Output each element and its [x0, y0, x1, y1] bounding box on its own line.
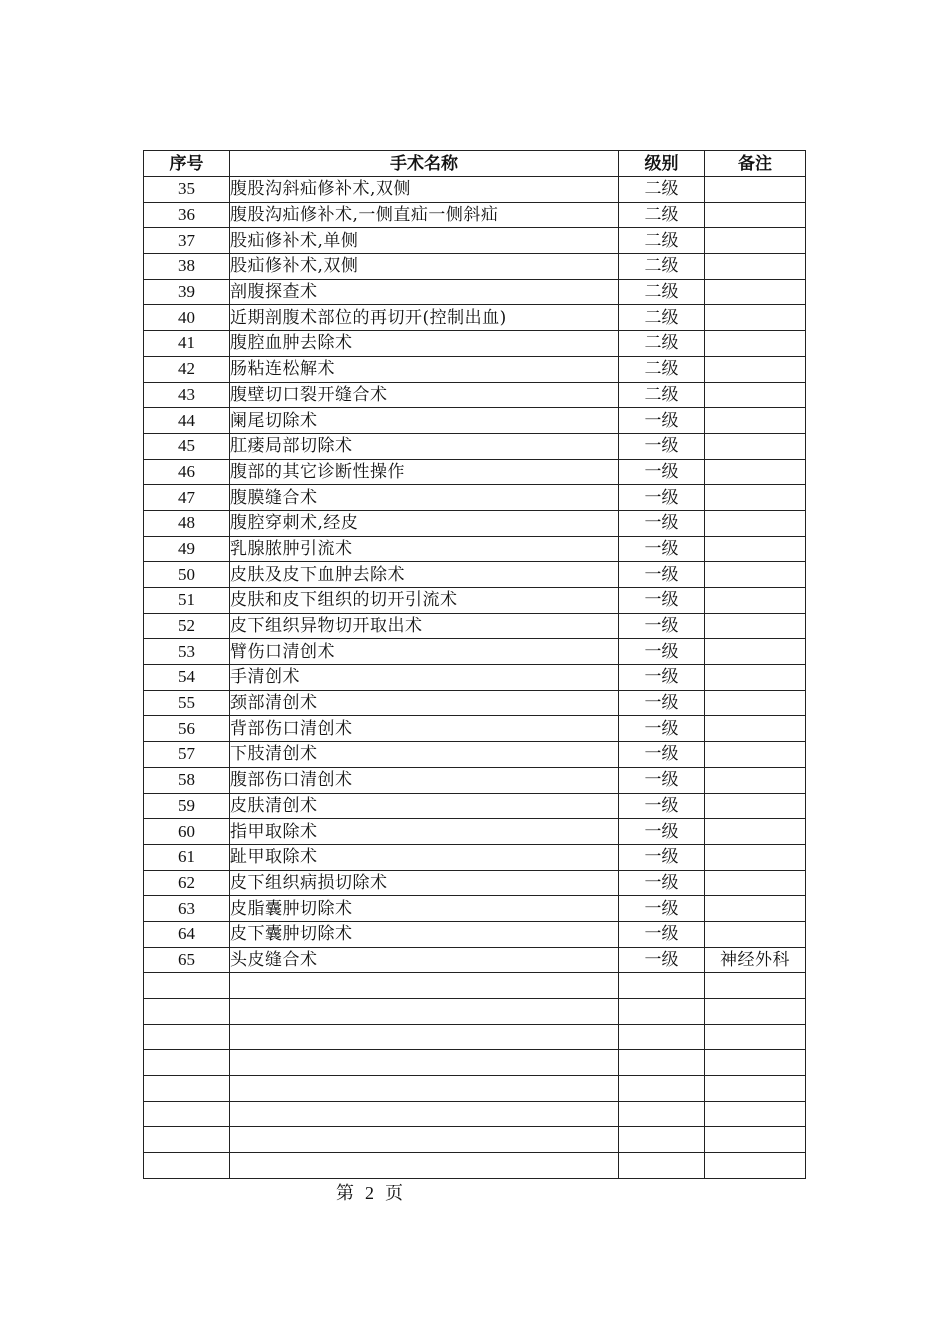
table-row [144, 870, 806, 896]
cell-surgery-name: 臂伤口清创术 [230, 639, 619, 665]
cell-level [619, 1153, 705, 1179]
cell-level: 一级 [619, 690, 705, 716]
cell-remarks [705, 1153, 806, 1179]
footer-page-number: 2 [365, 1183, 375, 1203]
cell-remarks [705, 973, 806, 999]
cell-remarks [705, 716, 806, 742]
table-row [144, 228, 806, 254]
cell-remarks [705, 279, 806, 305]
cell-serial-number: 63 [144, 896, 230, 922]
cell-serial-number: 38 [144, 254, 230, 280]
cell-serial-number: 61 [144, 844, 230, 870]
cell-remarks [705, 459, 806, 485]
cell-serial-number: 62 [144, 870, 230, 896]
cell-remarks [705, 536, 806, 562]
cell-serial-number [144, 973, 230, 999]
cell-serial-number: 59 [144, 793, 230, 819]
cell-level: 二级 [619, 356, 705, 382]
cell-remarks [705, 1024, 806, 1050]
table-row [144, 1101, 806, 1127]
cell-level: 二级 [619, 279, 705, 305]
table-row [144, 1153, 806, 1179]
cell-surgery-name: 近期剖腹术部位的再切开(控制出血) [230, 305, 619, 331]
cell-remarks: 神经外科 [705, 947, 806, 973]
table-row [144, 639, 806, 665]
cell-level [619, 973, 705, 999]
table-row [144, 793, 806, 819]
cell-level [619, 999, 705, 1025]
cell-remarks [705, 202, 806, 228]
cell-remarks [705, 510, 806, 536]
cell-surgery-name [230, 1076, 619, 1102]
table-row [144, 1076, 806, 1102]
header-surgery-name: 手术名称 [230, 151, 619, 177]
cell-level: 一级 [619, 613, 705, 639]
cell-remarks [705, 819, 806, 845]
cell-surgery-name: 腹部的其它诊断性操作 [230, 459, 619, 485]
footer-suffix: 页 [385, 1183, 404, 1203]
cell-level: 一级 [619, 536, 705, 562]
table-row [144, 177, 806, 203]
cell-serial-number: 46 [144, 459, 230, 485]
cell-serial-number: 37 [144, 228, 230, 254]
cell-remarks [705, 228, 806, 254]
table-row [144, 459, 806, 485]
cell-surgery-name: 皮脂囊肿切除术 [230, 896, 619, 922]
cell-serial-number: 48 [144, 510, 230, 536]
cell-remarks [705, 1127, 806, 1153]
cell-surgery-name: 头皮缝合术 [230, 947, 619, 973]
cell-serial-number: 52 [144, 613, 230, 639]
cell-level: 一级 [619, 408, 705, 434]
cell-serial-number: 57 [144, 742, 230, 768]
cell-surgery-name: 腹部伤口清创术 [230, 767, 619, 793]
cell-level [619, 1101, 705, 1127]
cell-remarks [705, 485, 806, 511]
surgery-table [143, 150, 806, 1179]
cell-serial-number [144, 1076, 230, 1102]
cell-level [619, 1050, 705, 1076]
table-row [144, 947, 806, 973]
cell-remarks [705, 254, 806, 280]
table-row [144, 485, 806, 511]
cell-serial-number: 65 [144, 947, 230, 973]
cell-serial-number: 40 [144, 305, 230, 331]
table-row [144, 1127, 806, 1153]
cell-level: 一级 [619, 947, 705, 973]
cell-surgery-name: 颈部清创术 [230, 690, 619, 716]
cell-level: 二级 [619, 382, 705, 408]
cell-serial-number [144, 1050, 230, 1076]
cell-serial-number: 35 [144, 177, 230, 203]
cell-surgery-name: 阑尾切除术 [230, 408, 619, 434]
cell-remarks [705, 870, 806, 896]
cell-surgery-name [230, 999, 619, 1025]
cell-remarks [705, 382, 806, 408]
cell-surgery-name: 下肢清创术 [230, 742, 619, 768]
cell-level: 一级 [619, 870, 705, 896]
cell-remarks [705, 639, 806, 665]
cell-serial-number [144, 1101, 230, 1127]
cell-level: 一级 [619, 485, 705, 511]
cell-level: 一级 [619, 793, 705, 819]
cell-level: 一级 [619, 562, 705, 588]
table-row [144, 202, 806, 228]
table-header [144, 151, 806, 177]
cell-remarks [705, 767, 806, 793]
cell-remarks [705, 844, 806, 870]
cell-level: 一级 [619, 819, 705, 845]
cell-level: 二级 [619, 177, 705, 203]
table-row [144, 408, 806, 434]
cell-remarks [705, 896, 806, 922]
cell-level: 一级 [619, 844, 705, 870]
cell-level: 一级 [619, 742, 705, 768]
cell-serial-number: 55 [144, 690, 230, 716]
cell-remarks [705, 408, 806, 434]
table-row [144, 767, 806, 793]
table-row [144, 613, 806, 639]
cell-surgery-name: 手清创术 [230, 665, 619, 691]
cell-surgery-name: 皮肤和皮下组织的切开引流术 [230, 588, 619, 614]
cell-surgery-name: 皮下组织病损切除术 [230, 870, 619, 896]
cell-level: 一级 [619, 588, 705, 614]
cell-remarks [705, 356, 806, 382]
cell-remarks [705, 305, 806, 331]
table-row [144, 279, 806, 305]
cell-level [619, 1024, 705, 1050]
page-number-footer [336, 1179, 404, 1205]
cell-remarks [705, 1076, 806, 1102]
footer-prefix: 第 [336, 1183, 355, 1203]
header-row [144, 151, 806, 177]
cell-serial-number: 58 [144, 767, 230, 793]
table-row [144, 433, 806, 459]
cell-level: 一级 [619, 896, 705, 922]
table-row [144, 254, 806, 280]
table-body [144, 177, 806, 1179]
cell-level: 一级 [619, 767, 705, 793]
cell-serial-number: 56 [144, 716, 230, 742]
table-row [144, 665, 806, 691]
cell-level: 一级 [619, 716, 705, 742]
cell-serial-number: 43 [144, 382, 230, 408]
cell-surgery-name: 皮下组织异物切开取出术 [230, 613, 619, 639]
header-remarks: 备注 [705, 151, 806, 177]
table-row [144, 844, 806, 870]
cell-serial-number [144, 1127, 230, 1153]
cell-surgery-name: 肛瘘局部切除术 [230, 433, 619, 459]
cell-surgery-name: 腹腔穿刺术,经皮 [230, 510, 619, 536]
cell-serial-number: 64 [144, 921, 230, 947]
cell-surgery-name [230, 1153, 619, 1179]
table-row [144, 510, 806, 536]
table-row [144, 999, 806, 1025]
table-row [144, 1024, 806, 1050]
table-row [144, 305, 806, 331]
cell-surgery-name: 皮下囊肿切除术 [230, 921, 619, 947]
cell-surgery-name [230, 1024, 619, 1050]
cell-surgery-name: 腹股沟斜疝修补术,双侧 [230, 177, 619, 203]
table-row [144, 588, 806, 614]
table-row [144, 1050, 806, 1076]
cell-remarks [705, 433, 806, 459]
cell-surgery-name: 腹膜缝合术 [230, 485, 619, 511]
cell-surgery-name: 皮肤清创术 [230, 793, 619, 819]
cell-remarks [705, 1101, 806, 1127]
table-row [144, 973, 806, 999]
table-row [144, 742, 806, 768]
cell-serial-number [144, 1024, 230, 1050]
cell-serial-number [144, 1153, 230, 1179]
cell-level: 一级 [619, 921, 705, 947]
table-row [144, 819, 806, 845]
cell-level [619, 1127, 705, 1153]
cell-remarks [705, 921, 806, 947]
header-serial-number: 序号 [144, 151, 230, 177]
cell-level [619, 1076, 705, 1102]
cell-remarks [705, 665, 806, 691]
cell-serial-number: 60 [144, 819, 230, 845]
cell-serial-number: 45 [144, 433, 230, 459]
cell-surgery-name [230, 1127, 619, 1153]
cell-remarks [705, 177, 806, 203]
cell-surgery-name: 趾甲取除术 [230, 844, 619, 870]
table-row [144, 921, 806, 947]
cell-remarks [705, 613, 806, 639]
cell-remarks [705, 690, 806, 716]
cell-serial-number: 54 [144, 665, 230, 691]
cell-level: 二级 [619, 305, 705, 331]
cell-surgery-name: 腹股沟疝修补术,一侧直疝一侧斜疝 [230, 202, 619, 228]
cell-serial-number: 53 [144, 639, 230, 665]
cell-serial-number: 44 [144, 408, 230, 434]
table-row [144, 896, 806, 922]
header-level: 级别 [619, 151, 705, 177]
cell-surgery-name: 股疝修补术,单侧 [230, 228, 619, 254]
cell-surgery-name [230, 973, 619, 999]
cell-remarks [705, 562, 806, 588]
cell-surgery-name: 肠粘连松解术 [230, 356, 619, 382]
cell-serial-number [144, 999, 230, 1025]
cell-level: 一级 [619, 510, 705, 536]
cell-level: 二级 [619, 254, 705, 280]
cell-surgery-name: 腹壁切口裂开缝合术 [230, 382, 619, 408]
cell-serial-number: 51 [144, 588, 230, 614]
cell-level: 一级 [619, 639, 705, 665]
cell-serial-number: 47 [144, 485, 230, 511]
cell-serial-number: 41 [144, 331, 230, 357]
cell-remarks [705, 588, 806, 614]
cell-surgery-name [230, 1101, 619, 1127]
cell-serial-number: 42 [144, 356, 230, 382]
cell-level: 二级 [619, 228, 705, 254]
cell-remarks [705, 331, 806, 357]
table-row [144, 382, 806, 408]
cell-level: 二级 [619, 202, 705, 228]
cell-remarks [705, 1050, 806, 1076]
cell-surgery-name [230, 1050, 619, 1076]
cell-serial-number: 50 [144, 562, 230, 588]
cell-serial-number: 49 [144, 536, 230, 562]
cell-surgery-name: 指甲取除术 [230, 819, 619, 845]
cell-level: 一级 [619, 665, 705, 691]
cell-level: 一级 [619, 433, 705, 459]
cell-remarks [705, 999, 806, 1025]
cell-serial-number: 36 [144, 202, 230, 228]
table-row [144, 562, 806, 588]
cell-level: 一级 [619, 459, 705, 485]
cell-surgery-name: 皮肤及皮下血肿去除术 [230, 562, 619, 588]
table-row [144, 536, 806, 562]
table-row [144, 356, 806, 382]
table-row [144, 690, 806, 716]
cell-remarks [705, 793, 806, 819]
cell-surgery-name: 剖腹探查术 [230, 279, 619, 305]
cell-surgery-name: 腹腔血肿去除术 [230, 331, 619, 357]
table-row [144, 331, 806, 357]
cell-level: 二级 [619, 331, 705, 357]
cell-surgery-name: 股疝修补术,双侧 [230, 254, 619, 280]
table-row [144, 716, 806, 742]
cell-serial-number: 39 [144, 279, 230, 305]
cell-surgery-name: 乳腺脓肿引流术 [230, 536, 619, 562]
cell-surgery-name: 背部伤口清创术 [230, 716, 619, 742]
cell-remarks [705, 742, 806, 768]
